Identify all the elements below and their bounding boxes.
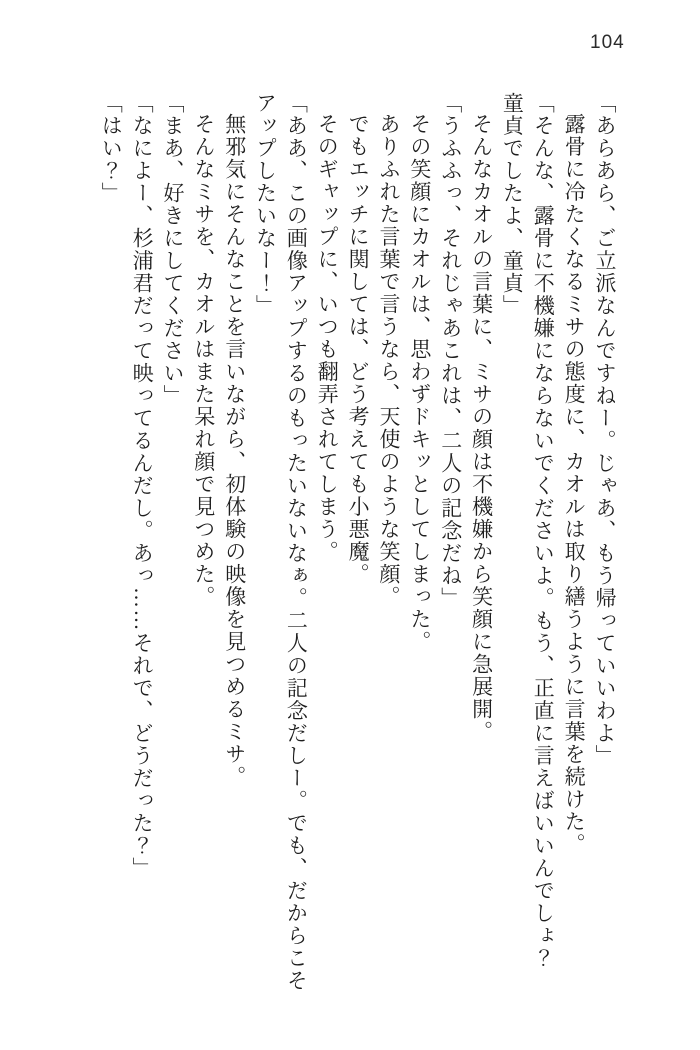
vertical-text-block — [95, 92, 620, 1037]
text-line: 無邪気にそんなことを言いながら、初体験の映像を見つめるミサ。 — [222, 113, 247, 788]
text-line: そのギャップに、いつも翻弄されてしまう。 — [315, 113, 340, 563]
text-line: 「はい？」 — [99, 92, 124, 205]
text-line: 「あらあら、ご立派なんですねー。じゃあ、もう帰っていいわよ」 — [593, 92, 617, 767]
text-line: ありふれた言葉で言うなら、天使のような笑顔。 — [376, 113, 401, 608]
text-line: そんなミサを、カオルはまた呆れ顔で見つめた。 — [191, 113, 216, 608]
page-number: 104 — [590, 32, 625, 53]
text-line: そんなカオルの言葉に、ミサの顔は不機嫌から笑顔に急展開。 — [469, 113, 494, 743]
text-line: 「ああ、この画像アップするのもったいないなぁ。二人の記念だしー。でも、だからこそ — [284, 92, 309, 992]
text-line: でもエッチに関しては、どう考えても小悪魔。 — [346, 113, 371, 586]
text-line: その笑顔にカオルは、思わずドキッとしてしまった。 — [407, 113, 432, 653]
text-line: 「そんな、露骨に不機嫌にならないでくださいよ。もう、正直に言えばいいんでしょ？ — [531, 92, 556, 970]
text-line: 露骨に冷たくなるミサの態度に、カオルは取り繕うように言葉を続けた。 — [562, 113, 587, 856]
text-line: 童貞でしたよ、童貞」 — [500, 92, 525, 317]
text-line: 「うふふっ、それじゃあこれは、二人の記念だね」 — [438, 92, 463, 610]
text-line: アップしたいなー！」 — [253, 92, 278, 317]
text-line: 「まあ、好きにしてください」 — [160, 92, 185, 407]
text-line: 「なによー、杉浦君だって映ってるんだし。あっ……それで、どうだった？」 — [130, 92, 155, 880]
